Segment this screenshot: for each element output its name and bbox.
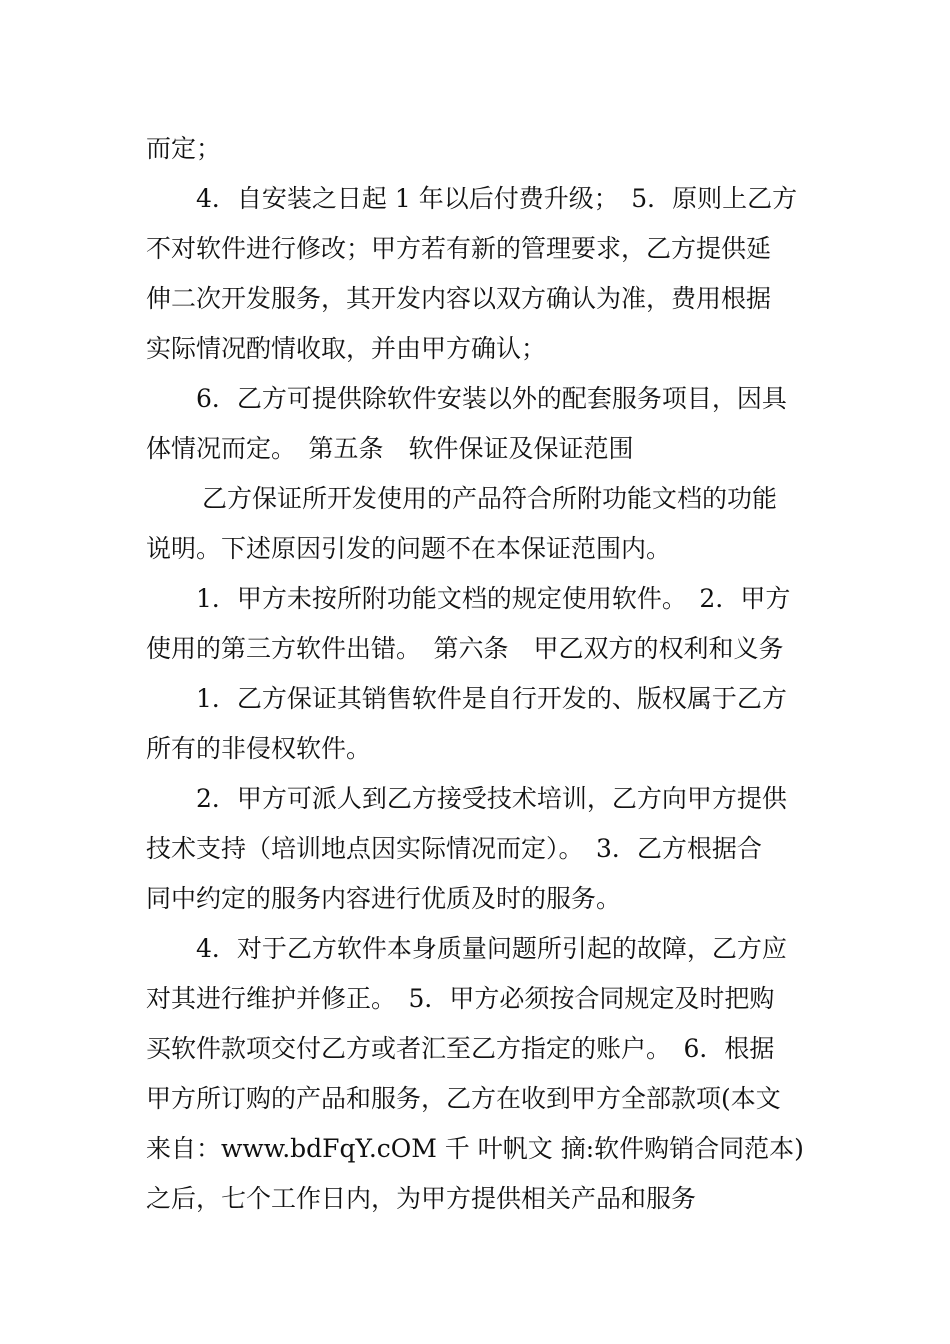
text-line: 4．对于乙方软件本身质量问题所引起的故障，乙方应 [196, 934, 787, 963]
text-line: 说明。下述原因引发的问题不在本保证范围内。 [146, 534, 672, 563]
text-line: 之后，七个工作日内，为甲方提供相关产品和服务 [146, 1184, 697, 1213]
text-line: 不对软件进行修改；甲方若有新的管理要求，乙方提供延 [146, 234, 772, 263]
text-line: 同中约定的服务内容进行优质及时的服务。 [146, 884, 622, 913]
text-line: 所有的非侵权软件。 [146, 734, 372, 763]
text-line: 体情况而定。 第五条 软件保证及保证范围 [146, 434, 634, 463]
text-line: 对其进行维护并修正。 5．甲方必须按合同规定及时把购 [146, 984, 775, 1013]
text-line: 乙方保证所开发使用的产品符合所附功能文档的功能 [202, 484, 778, 513]
text-line: 4．自安装之日起 1 年以后付费升级； 5．原则上乙方 [196, 184, 798, 213]
text-line: 2．甲方可派人到乙方接受技术培训，乙方向甲方提供 [196, 784, 787, 813]
text-line: 1．甲方未按所附功能文档的规定使用软件。 2．甲方 [196, 584, 791, 613]
text-line: 使用的第三方软件出错。 第六条 甲乙双方的权利和义务 [146, 634, 784, 663]
text-line: 甲方所订购的产品和服务，乙方在收到甲方全部款项(本文 [146, 1084, 781, 1113]
text-line: 技术支持（培训地点因实际情况而定）。 3．乙方根据合 [146, 834, 762, 863]
text-line: 1．乙方保证其销售软件是自行开发的、版权属于乙方 [196, 684, 787, 713]
text-line: 实际情况酌情收取，并由甲方确认； [146, 334, 547, 363]
text-line: 伸二次开发服务，其开发内容以双方确认为准，费用根据 [146, 284, 772, 313]
text-line: 而定； [146, 134, 222, 163]
text-line: 买软件款项交付乙方或者汇至乙方指定的账户。 6．根据 [146, 1034, 775, 1063]
text-line: 6．乙方可提供除软件安装以外的配套服务项目，因具 [196, 384, 787, 413]
text-line: 来自：www.bdFqY.cOM 千 叶帆文 摘:软件购销合同范本) [146, 1134, 804, 1163]
